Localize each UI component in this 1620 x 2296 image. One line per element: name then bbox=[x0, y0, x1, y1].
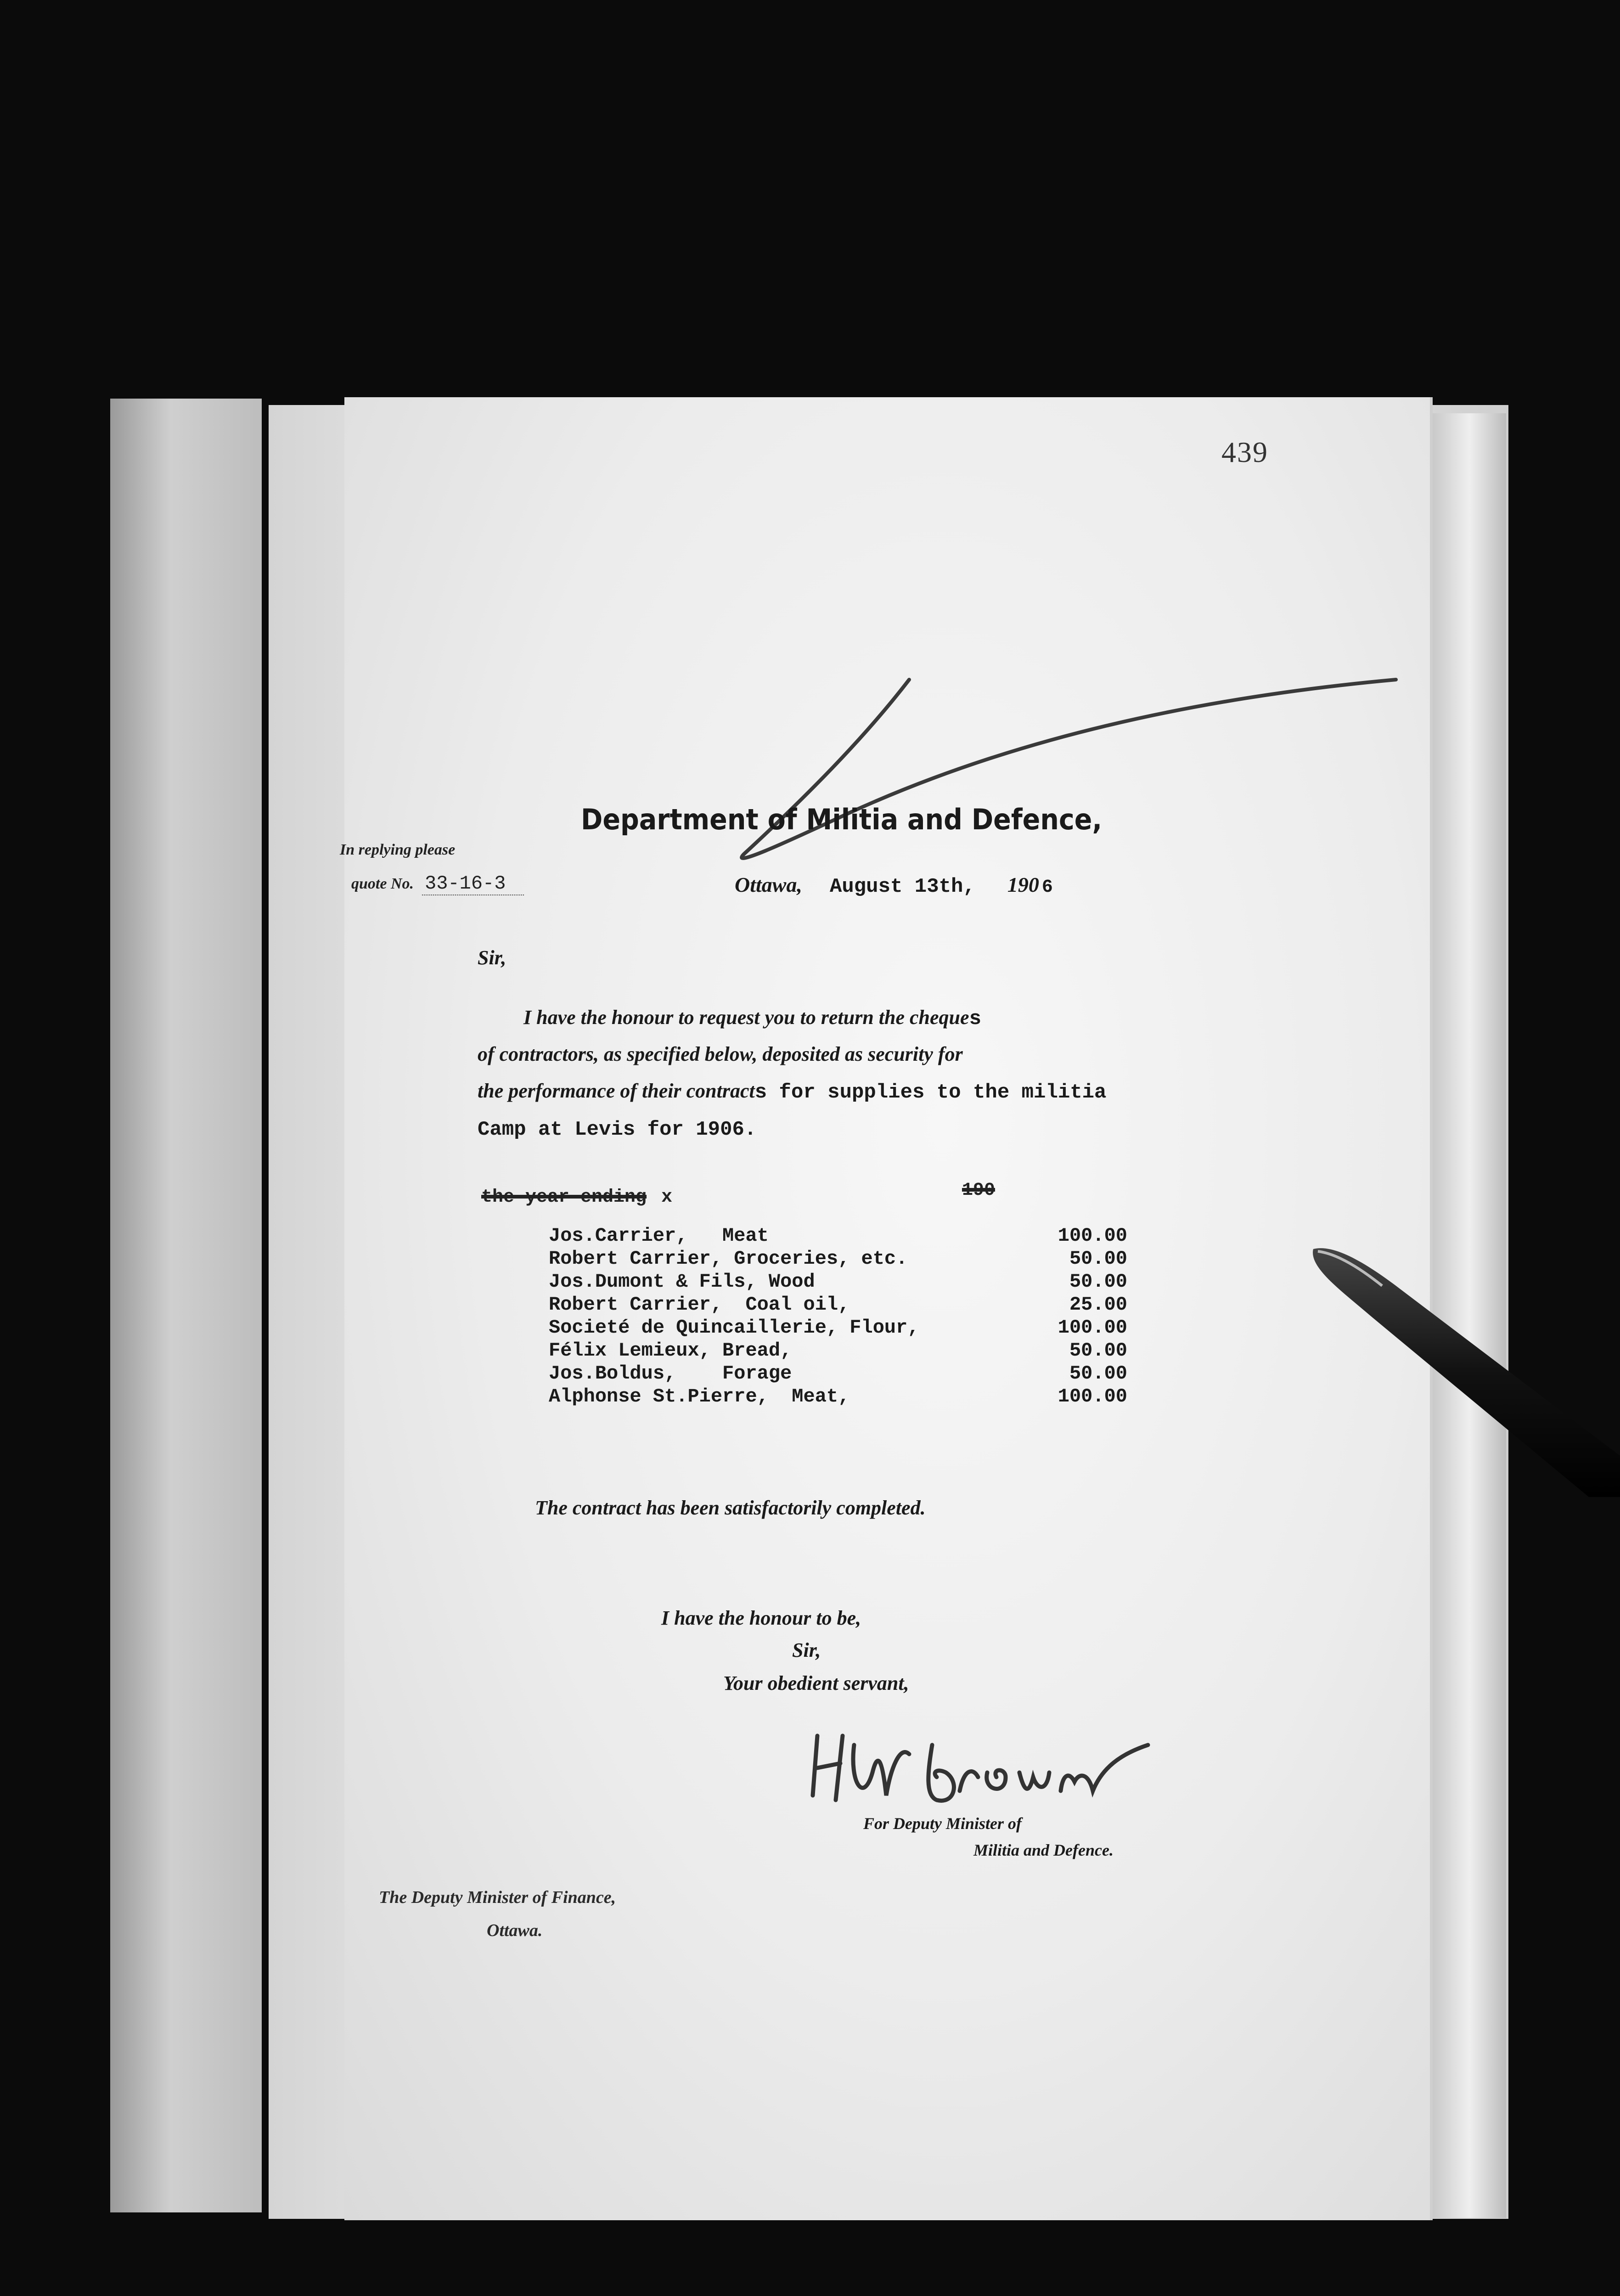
body-line-1 bbox=[523, 1006, 981, 1030]
body-line-3-typed: s for supplies to the militia bbox=[754, 1081, 1107, 1104]
pencil-check-mark bbox=[689, 661, 1405, 872]
quote-label: quote No. bbox=[351, 875, 414, 892]
contractor-item bbox=[549, 1293, 1127, 1316]
contractor-item bbox=[549, 1247, 1127, 1270]
contractor-item bbox=[549, 1224, 1127, 1247]
contractor-amount: 50.00 bbox=[1069, 1248, 1127, 1270]
contractor-name: Jos.Carrier, Meat bbox=[549, 1225, 769, 1247]
pen-pointer bbox=[1304, 1240, 1620, 1497]
date-year-prefix: 190 bbox=[1007, 873, 1039, 896]
contractor-list bbox=[549, 1224, 1127, 1408]
contractor-amount: 25.00 bbox=[1069, 1294, 1127, 1316]
contractor-name: Robert Carrier, Groceries, etc. bbox=[549, 1248, 908, 1270]
contractor-name: Jos.Boldus, Forage bbox=[549, 1362, 792, 1384]
struck-phrase bbox=[481, 1187, 672, 1208]
quote-line bbox=[351, 872, 524, 895]
closing-line-2: Sir, bbox=[792, 1639, 821, 1661]
signature-title-2: Militia and Defence. bbox=[973, 1841, 1114, 1859]
body-line-3 bbox=[478, 1079, 1106, 1104]
date-typed: August 13th, bbox=[829, 875, 975, 898]
contractor-name: Robert Carrier, Coal oil, bbox=[549, 1294, 850, 1316]
page-number: 439 bbox=[1221, 436, 1268, 468]
body-line-1-text: I have the honour to request you to return the cheque bbox=[523, 1006, 969, 1029]
contractor-name: Societé de Quincaillerie, Flour, bbox=[549, 1317, 919, 1339]
body-line-2: of contractors, as specified below, deposited as security for bbox=[478, 1043, 963, 1065]
addressee-line-1: The Deputy Minister of Finance, bbox=[379, 1888, 616, 1907]
quote-number: 33-16-3 bbox=[422, 872, 524, 895]
contractor-item bbox=[549, 1270, 1127, 1293]
contractor-amount: 50.00 bbox=[1069, 1362, 1127, 1384]
contractor-item bbox=[549, 1385, 1127, 1408]
closing-line-1: I have the honour to be, bbox=[661, 1607, 861, 1629]
body-line-1-typed: s bbox=[969, 1007, 981, 1030]
addressee-line-2: Ottawa. bbox=[487, 1921, 543, 1940]
signature-title-1: For Deputy Minister of bbox=[863, 1814, 1022, 1833]
reply-note: In replying please bbox=[340, 841, 456, 858]
contractor-amount: 100.00 bbox=[1058, 1225, 1127, 1247]
contractor-name: Félix Lemieux, Bread, bbox=[549, 1339, 792, 1362]
body-line-4: Camp at Levis for 1906. bbox=[478, 1118, 757, 1141]
struck-year: 190 bbox=[962, 1180, 996, 1201]
closing-line-3: Your obedient servant, bbox=[723, 1672, 909, 1694]
handwritten-signature bbox=[799, 1727, 1157, 1818]
contractor-item bbox=[549, 1316, 1127, 1339]
contractor-item bbox=[549, 1339, 1127, 1362]
contractor-name: Alphonse St.Pierre, Meat, bbox=[549, 1385, 850, 1407]
contractor-item bbox=[549, 1362, 1127, 1385]
contractor-amount: 50.00 bbox=[1069, 1339, 1127, 1362]
struck-text: the year ending bbox=[481, 1187, 647, 1208]
date-year-digit: 6 bbox=[1041, 877, 1053, 898]
contractor-amount: 100.00 bbox=[1058, 1317, 1127, 1339]
background-strip bbox=[110, 399, 262, 2212]
contractor-name: Jos.Dumont & Fils, Wood bbox=[549, 1271, 815, 1293]
date-line bbox=[735, 872, 1053, 898]
letterhead-title: Department of Militia and Defence, bbox=[581, 803, 1102, 836]
completion-note: The contract has been satisfactorily completed. bbox=[535, 1497, 926, 1519]
contractor-amount: 100.00 bbox=[1058, 1385, 1127, 1407]
contractor-amount: 50.00 bbox=[1069, 1271, 1127, 1293]
salutation: Sir, bbox=[478, 946, 506, 969]
struck-suffix: x bbox=[661, 1187, 673, 1208]
date-place: Ottawa, bbox=[735, 873, 802, 896]
body-line-3-text: the performance of their contract bbox=[478, 1080, 755, 1102]
